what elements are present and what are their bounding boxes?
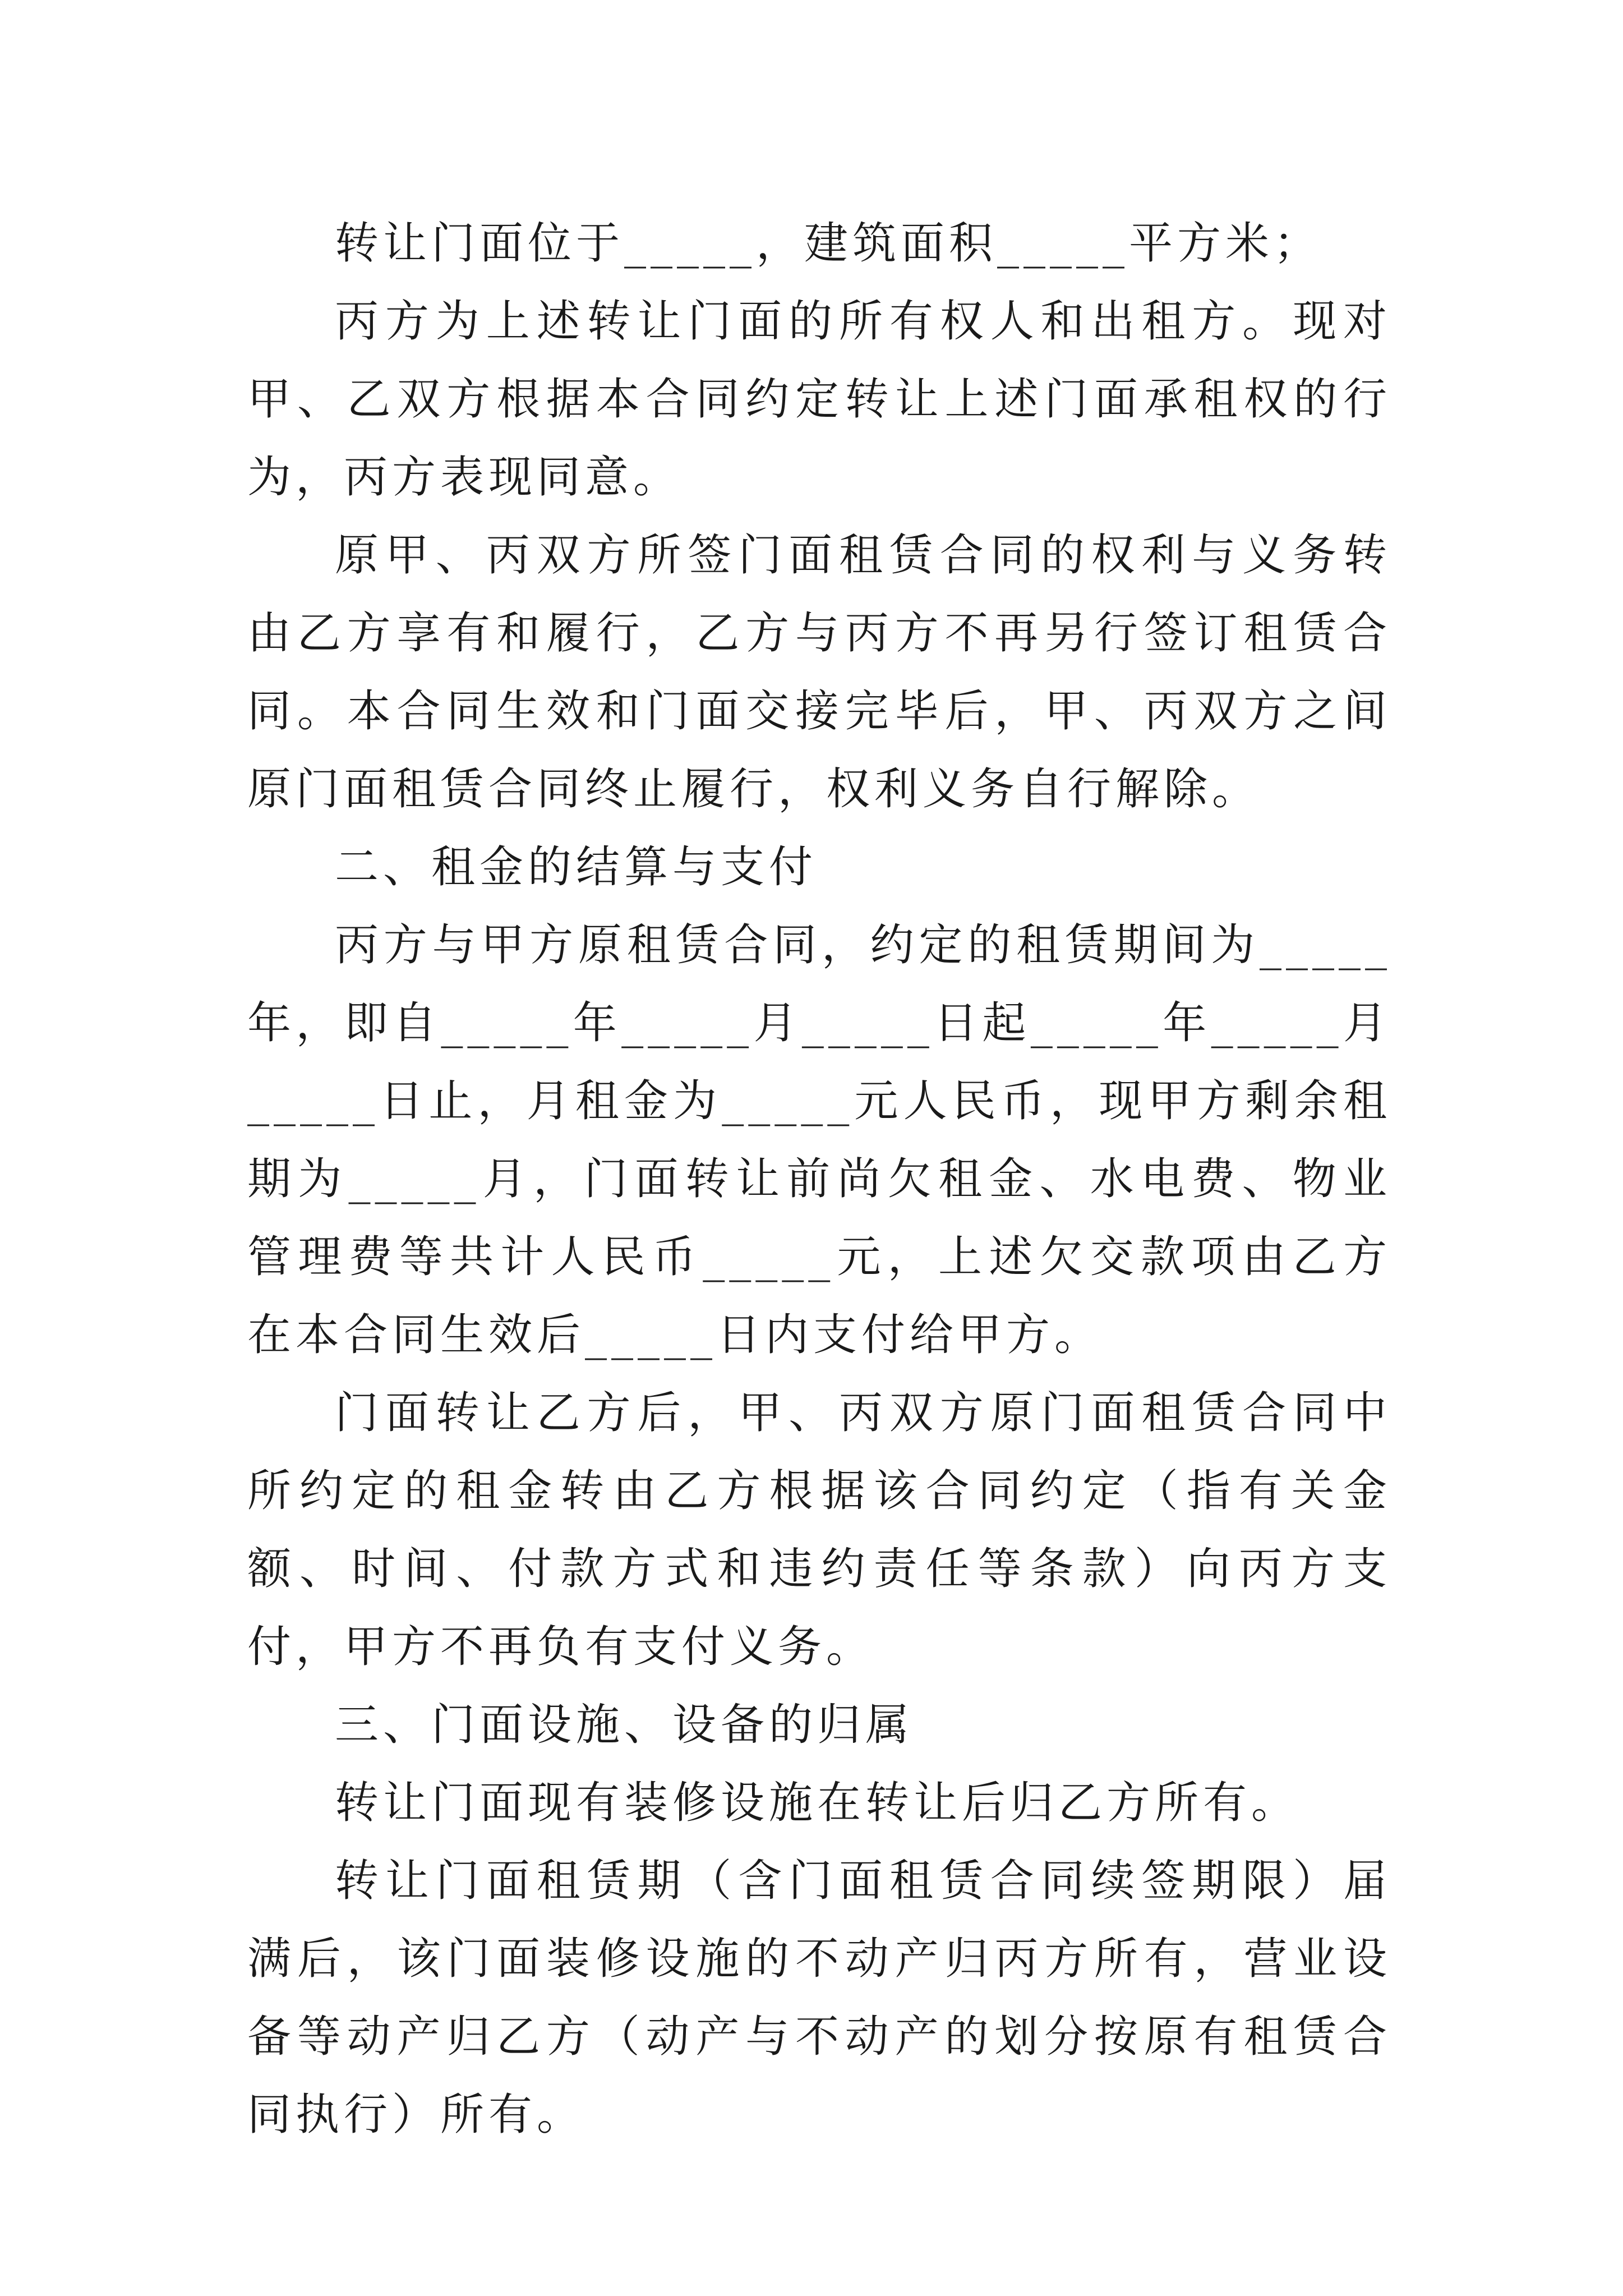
paragraph-owner-consent: 丙方为上述转让门面的所有权人和出租方。现对甲、乙双方根据本合同约定转让上述门面承租权的行为，丙方表现同意。 [247,296,1391,503]
paragraph-location: 转让门面位于_____，建筑面积_____平方米； [335,218,1322,269]
paragraph-rights-transfer: 原甲、丙双方所签门面租赁合同的权利与义务转由乙方享有和履行，乙方与丙方不再另行签订租赁合同。本合同生效和门面交接完毕后，甲、丙双方之间原门面租赁合同终止履行，权利义务自行解除。 [247,530,1391,815]
paragraph-decoration-ownership: 转让门面现有装修设施在转让后归乙方所有。 [335,1778,1300,1828]
section-heading-facilities: 三、门面设施、设备的归属 [335,1700,914,1750]
section-heading-rent: 二、租金的结算与支付 [335,842,818,892]
document-body [247,205,1391,2154]
paragraph-rent-terms: 丙方与甲方原租赁合同，约定的租赁期间为_____年，即自_____年_____月_____日起_____年_____月_____日止，月租金为_____元人民币，现甲方剩余租期为_____月，门面转让前尚欠租金、水电费、物业管理费等共计人民币_____元，上述欠交款项由乙方在本合同生效后_____日内支付给甲方。 [247,920,1391,1360]
paragraph-property-division: 转让门面租赁期（含门面租赁合同续签期限）届满后，该门面装修设施的不动产归丙方所有，营业设备等动产归乙方（动产与不动产的划分按原有租赁合同执行）所有。 [247,1856,1391,2140]
paragraph-rent-payment: 门面转让乙方后，甲、丙双方原门面租赁合同中所约定的租金转由乙方根据该合同约定（指有关金额、时间、付款方式和违约责任等条款）向丙方支付，甲方不再负有支付义务。 [247,1388,1391,1672]
